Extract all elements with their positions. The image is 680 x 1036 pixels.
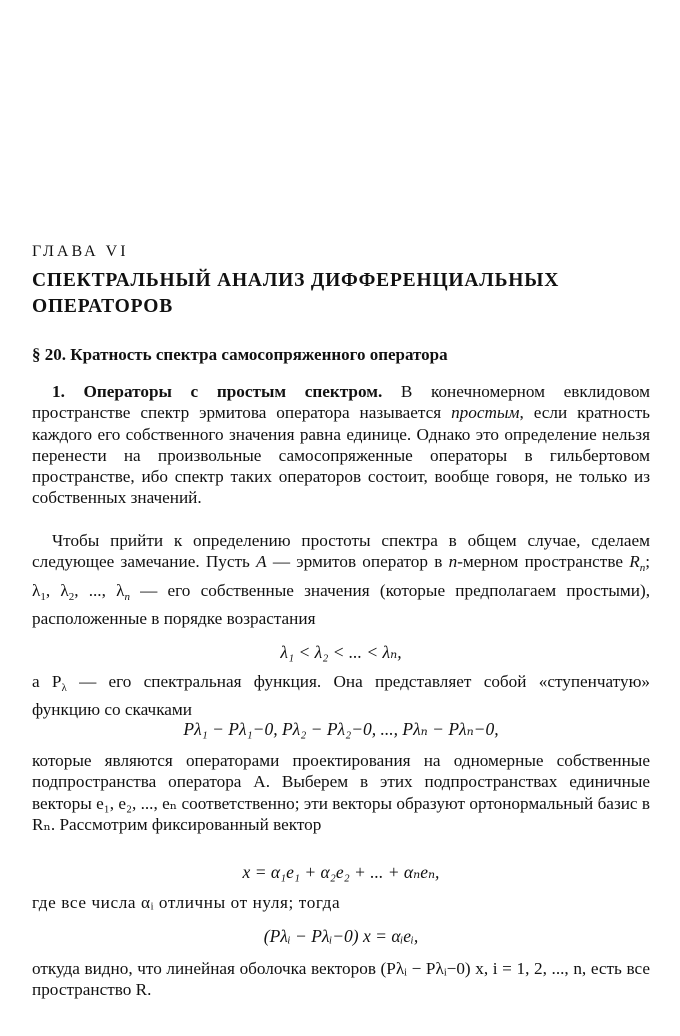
lambda-sub: λ	[61, 682, 67, 694]
paragraph-2	[32, 530, 650, 629]
formula-eigenvalue-order: λ₁ < λ₂ < ... < λₙ,	[280, 642, 402, 662]
chapter-title: СПЕКТРАЛЬНЫЙ АНАЛИЗ ДИФФЕРЕНЦИАЛЬНЫХ ОПЕРАТОРОВ	[32, 270, 560, 317]
subsection-heading: 1. Операторы с простым спектром.	[52, 382, 383, 401]
paragraph-4-text: которые являются операторами проектирования на одномерные собственные подпространства оператора A. Выберем в этих подпространствах единичные векторы e₁, e₂, ..., eₙ соответственно; эти векторы образуют ортонормальный базис в Rₙ. Рассмотрим фиксированный вектор	[32, 751, 650, 834]
paragraph-6	[32, 958, 650, 1001]
formula-projection: (Pλᵢ − Pλᵢ−0) x = αᵢeᵢ,	[263, 926, 419, 946]
chapter-heading: ГЛАВА VI	[32, 243, 129, 260]
paragraph-2-text-h: , ..., λ	[74, 580, 125, 600]
term-emphasis: простым	[451, 403, 520, 423]
paragraph-4	[32, 750, 650, 835]
symbol-A: A	[256, 552, 267, 572]
paragraph-2-text-j: — его собственные значения (которые предполагаем простыми), расположенные в порядке возрастания	[32, 580, 650, 628]
paragraph-3-text-a: а P	[32, 672, 62, 691]
paragraph-3-text-c: — его спектральная функция. Она представляет собой «ступенчатую» функцию со скачками	[32, 672, 650, 720]
paragraph-3	[32, 671, 650, 721]
paragraph-2-text-b: — эрмитов оператор в	[266, 552, 449, 572]
symbol-n: n	[448, 552, 458, 572]
paragraph-5-text: где все числа αᵢ отличны от нуля; тогда	[32, 893, 341, 912]
symbol-R: R	[629, 552, 640, 572]
formula-vector-x: x = α₁e₁ + α₂e₂ + ... + αₙeₙ,	[242, 862, 440, 882]
paragraph-1-text-a: В конечномерном евклидовом пространстве спектр эрмитова оператора называется	[32, 382, 650, 423]
paragraph-2-text-f: , λ	[45, 580, 69, 600]
lambda-n-sub: n	[124, 590, 130, 603]
paragraph-2-text-c: -мерном пространстве	[457, 552, 630, 572]
symbol-R-sub: n	[639, 562, 646, 575]
lambda-1-sub: 1	[40, 590, 46, 603]
paragraph-5	[32, 892, 650, 913]
paragraph-1-text-b: , если кратность каждого его собственного значения равна единице. Однако это определение нельзя перенести на произвольные самосопряженные операторы в гильбертовом пространстве, ибо спектр таких операторов состоит, вообще говоря, не только из собственных значений.	[32, 403, 650, 508]
paragraph-6-text: откуда видно, что линейная оболочка векторов (Pλᵢ − Pλᵢ−0) x, i = 1, 2, ..., n, есть все пространство R.	[32, 959, 650, 1000]
formula-jumps: Pλ₁ − Pλ₁−0, Pλ₂ − Pλ₂−0, ..., Pλₙ − Pλₙ−0,	[183, 719, 499, 739]
paragraph-1	[32, 381, 650, 509]
paragraph-2-text-d: ; λ	[32, 552, 650, 600]
section-heading: § 20. Кратность спектра самосопряженного оператора	[32, 345, 448, 364]
paragraph-2-text-a: Чтобы прийти к определению простоты спектра в общем случае, сделаем следующее замечание. Пусть	[32, 531, 650, 572]
lambda-2-sub: 2	[68, 590, 75, 603]
